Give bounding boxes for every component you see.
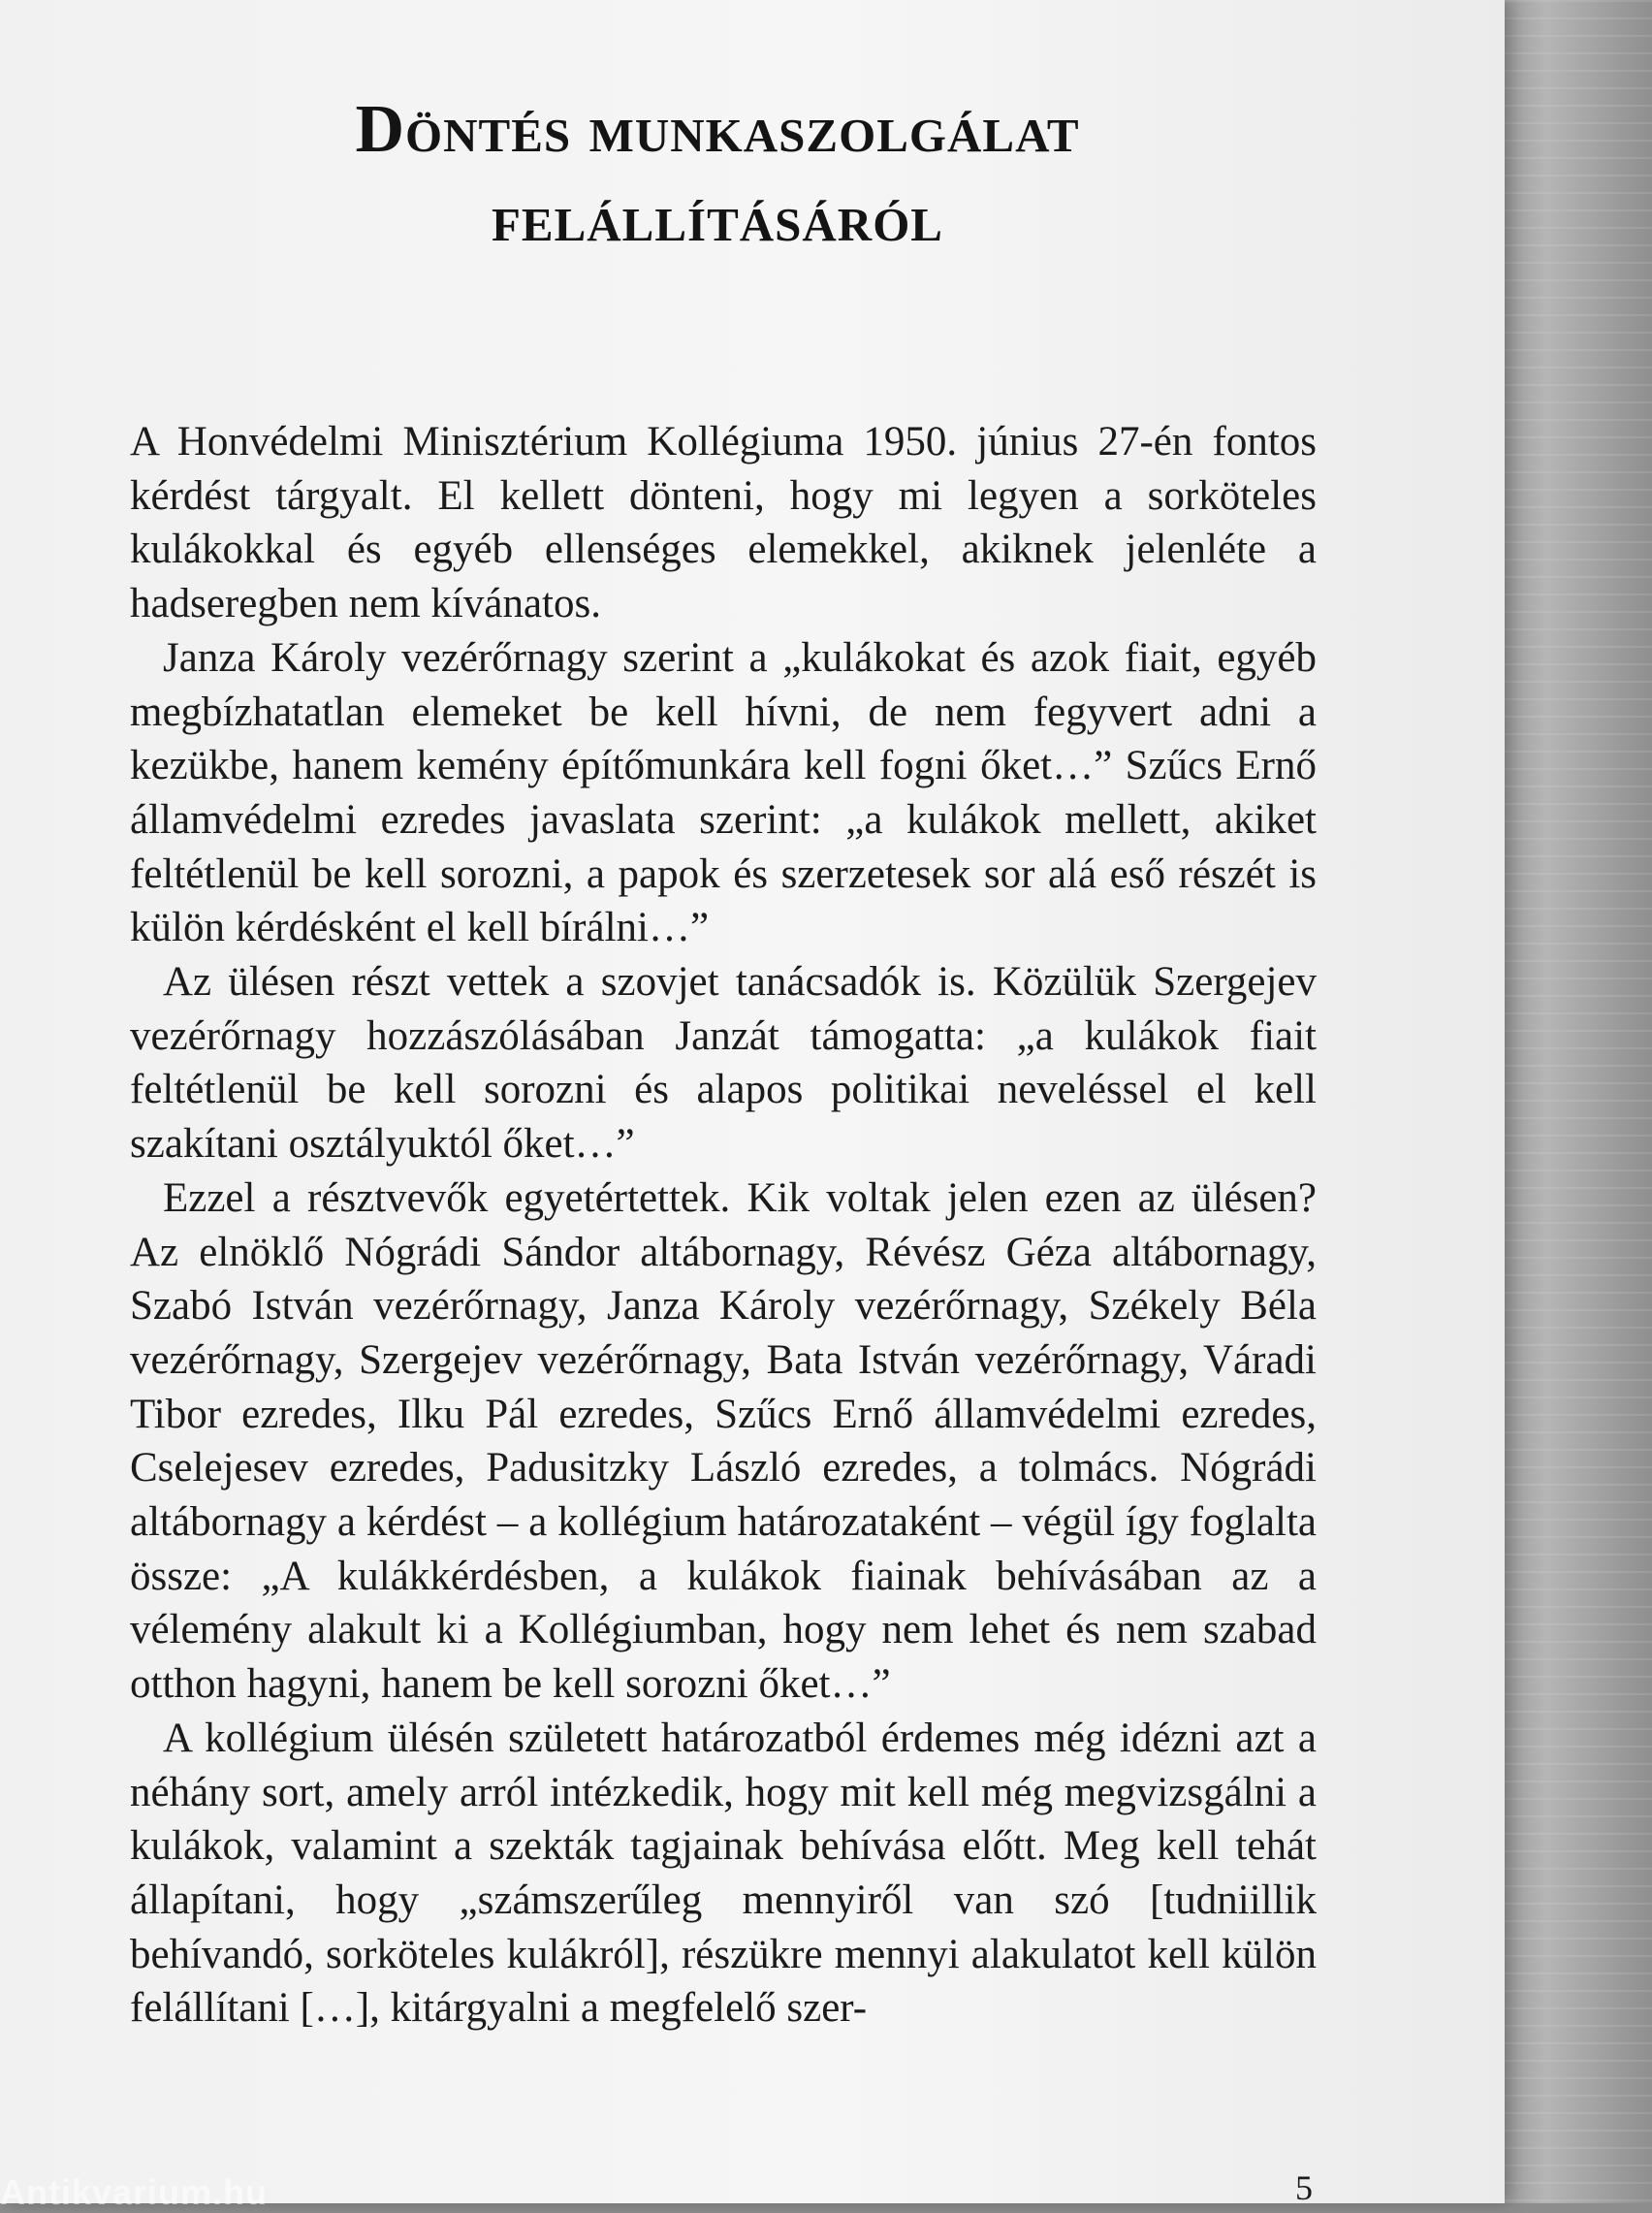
chapter-title	[136, 85, 1299, 264]
paragraph-3: Az ülésen részt vettek a szovjet tanácsadók is. Közülük Szergejev vezérőrnagy hozzászólásában Janzát támogatta: „a kulákok fiait feltétlenül be kell sorozni és alapos politikai neveléssel el kell szakítani osztályuktól őket…”	[130, 959, 1317, 1168]
paragraph-5: A kollégium ülésén született határozatból érdemes még idézni azt a néhány sort, amely arról intézkedik, hogy mit kell még megvizsgálni a kulákok, valamint a szekták tagjainak behívása előtt. Meg kell tehát állapítani, hogy „számszerűleg mennyiről van szó [tudniillik behívandó, sorköteles kulákról], részükre mennyi alakulatot kell külön felállítani […], kitárgyalni a megfelelő szer-	[130, 1715, 1317, 2032]
paragraph-4: Ezzel a résztvevők egyetértettek. Kik voltak jelen ezen az ülésen? Az elnöklő Nógrádi Sándor altábornagy, Révész Géza altábornagy, Szabó István vezérőrnagy, Janza Károly vezérőrnagy, Székely Béla vezérőrnagy, Szergejev vezérőrnagy, Bata István vezérőrnagy, Váradi Tibor ezredes, Ilku Pál ezredes, Szűcs Ernő államvédelmi ezredes, Cselejesev ezredes, Padusitzky László ezredes, a tolmács. Nógrádi altábornagy a kérdést – a kollégium határozataként – végül így foglalta össze: „A kulákkérdésben, a kulákok fiainak behívásában az a vélemény alakult ki a Kollégiumban, hogy nem lehet és nem szabad otthon hagyni, hanem be kell sorozni őket…”	[130, 1174, 1317, 1708]
next-page-edge	[1501, 0, 1652, 2203]
chapter-title-line-1: Döntés munkaszolgálat	[355, 92, 1080, 167]
body-text	[130, 415, 1317, 2036]
page-number: 5	[1295, 2168, 1313, 2207]
chapter-title-line-2: felállításáról	[491, 181, 943, 256]
paragraph-1: A Honvédelmi Minisztérium Kollégiuma 1950. június 27-én fontos kérdést tárgyalt. El kellett dönteni, hogy mi legyen a sorköteles kulákokkal és egyéb ellenséges elemekkel, akiknek jelenléte a hadseregben nem kívánatos.	[130, 419, 1317, 627]
paragraph-2: Janza Károly vezérőrnagy szerint a „kulákokat és azok fiait, egyéb megbízhatatlan elemeket be kell hívni, de nem fegyvert adni a kezükbe, hanem kemény építőmunkára kell fogni őket…” Szűcs Ernő államvédelmi ezredes javaslata szerint: „a kulákok mellett, akiket feltétlenül be kell sorozni, a papok és szerzetesek sor alá eső részét is külön kérdésként el kell bírálni…”	[130, 634, 1317, 951]
watermark: Antikvarium.hu	[0, 2172, 269, 2212]
